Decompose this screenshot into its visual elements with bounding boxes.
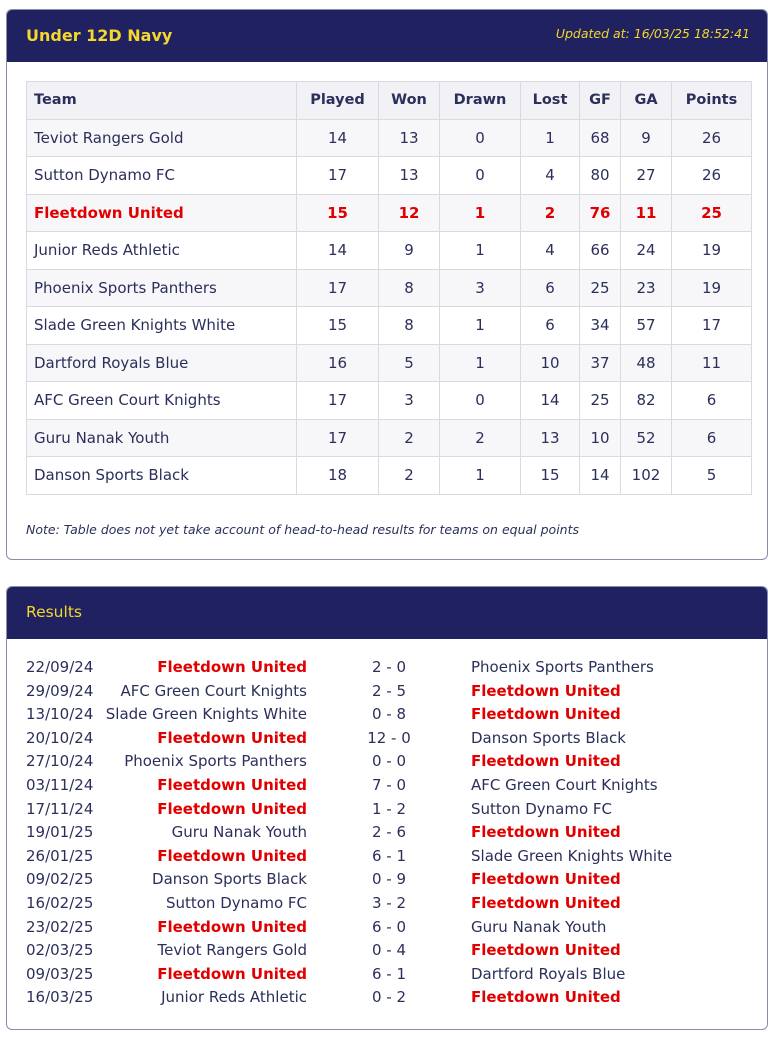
result-row <box>7 845 768 869</box>
cell-points: 6 <box>672 419 752 457</box>
result-row <box>7 750 768 774</box>
cell-ga: 52 <box>621 419 672 457</box>
cell-won: 8 <box>379 269 440 307</box>
result-score: 12 - 0 <box>367 728 411 747</box>
cell-won: 2 <box>379 419 440 457</box>
result-score: 6 - 1 <box>371 846 407 865</box>
result-home-team[interactable]: Slade Green Knights White <box>105 705 307 724</box>
cell-team[interactable]: AFC Green Court Knights <box>27 382 297 420</box>
cell-lost: 4 <box>521 232 580 270</box>
cell-team[interactable]: Dartford Royals Blue <box>27 344 297 382</box>
result-date: 03/11/24 <box>26 775 94 794</box>
result-away-team[interactable]: Dartford Royals Blue <box>471 964 626 983</box>
cell-drawn: 0 <box>440 157 521 195</box>
table-row <box>27 419 752 457</box>
cell-won: 8 <box>379 307 440 345</box>
cell-lost: 4 <box>521 157 580 195</box>
result-date: 22/09/24 <box>26 658 94 676</box>
cell-drawn: 1 <box>440 457 521 495</box>
table-row <box>27 119 752 157</box>
cell-played: 16 <box>297 344 379 382</box>
cell-ga: 57 <box>621 307 672 345</box>
cell-lost: 13 <box>521 419 580 457</box>
cell-ga: 23 <box>621 269 672 307</box>
cell-won: 13 <box>379 119 440 157</box>
table-note: Note: Table does not yet take account of head-to-head results for teams on equal points <box>26 522 579 537</box>
result-away-team[interactable]: Fleetdown United <box>471 893 621 912</box>
result-date: 27/10/24 <box>26 752 94 771</box>
result-home-team[interactable]: Danson Sports Black <box>152 870 307 889</box>
result-home-team[interactable]: Fleetdown United <box>157 964 307 983</box>
cell-points: 26 <box>672 119 752 157</box>
cell-ga: 102 <box>621 457 672 495</box>
cell-drawn: 2 <box>440 419 521 457</box>
result-score: 0 - 2 <box>371 988 407 1007</box>
table-row <box>27 157 752 195</box>
result-away-team[interactable]: Fleetdown United <box>471 752 621 771</box>
result-row <box>7 892 768 916</box>
cell-played: 15 <box>297 194 379 232</box>
results-list <box>7 656 768 1010</box>
cell-gf: 37 <box>580 344 621 382</box>
results-title: Results <box>26 603 82 621</box>
cell-lost: 10 <box>521 344 580 382</box>
cell-team[interactable]: Slade Green Knights White <box>27 307 297 345</box>
cell-points: 26 <box>672 157 752 195</box>
result-score: 2 - 0 <box>371 658 407 676</box>
cell-played: 17 <box>297 419 379 457</box>
cell-drawn: 1 <box>440 232 521 270</box>
result-away-team[interactable]: AFC Green Court Knights <box>471 775 658 794</box>
cell-drawn: 3 <box>440 269 521 307</box>
cell-gf: 25 <box>580 269 621 307</box>
cell-played: 17 <box>297 382 379 420</box>
cell-gf: 80 <box>580 157 621 195</box>
result-score: 6 - 1 <box>371 964 407 983</box>
cell-lost: 1 <box>521 119 580 157</box>
result-score: 0 - 8 <box>371 705 407 724</box>
cell-played: 18 <box>297 457 379 495</box>
cell-gf: 66 <box>580 232 621 270</box>
cell-team[interactable]: Sutton Dynamo FC <box>27 157 297 195</box>
cell-ga: 9 <box>621 119 672 157</box>
cell-gf: 68 <box>580 119 621 157</box>
result-row <box>7 680 768 704</box>
cell-won: 12 <box>379 194 440 232</box>
cell-team[interactable]: Teviot Rangers Gold <box>27 119 297 157</box>
table-row <box>27 344 752 382</box>
result-away-team[interactable]: Danson Sports Black <box>471 728 626 747</box>
cell-ga: 48 <box>621 344 672 382</box>
result-home-team[interactable]: Fleetdown United <box>157 917 307 936</box>
result-away-team[interactable]: Slade Green Knights White <box>471 846 673 865</box>
result-date: 16/03/25 <box>26 988 94 1007</box>
cell-points: 11 <box>672 344 752 382</box>
result-home-team[interactable]: Fleetdown United <box>157 728 307 747</box>
cell-won: 3 <box>379 382 440 420</box>
cell-won: 9 <box>379 232 440 270</box>
result-row <box>7 939 768 963</box>
result-away-team[interactable]: Fleetdown United <box>471 988 621 1007</box>
result-row <box>7 868 768 892</box>
cell-gf: 10 <box>580 419 621 457</box>
cell-points: 5 <box>672 457 752 495</box>
result-date: 09/02/25 <box>26 870 94 889</box>
cell-drawn: 1 <box>440 344 521 382</box>
result-row <box>7 798 768 822</box>
cell-drawn: 1 <box>440 307 521 345</box>
result-score: 7 - 0 <box>371 775 407 794</box>
cell-won: 5 <box>379 344 440 382</box>
cell-gf: 14 <box>580 457 621 495</box>
table-row <box>27 194 752 232</box>
result-score: 0 - 0 <box>371 752 407 771</box>
column-header-points[interactable]: Points <box>672 82 752 120</box>
cell-team[interactable]: Guru Nanak Youth <box>27 419 297 457</box>
result-score: 3 - 2 <box>371 893 407 912</box>
table-row <box>27 307 752 345</box>
column-header-gf[interactable]: GF <box>580 82 621 120</box>
result-date: 23/02/25 <box>26 917 94 936</box>
result-away-team[interactable]: Sutton Dynamo FC <box>471 799 613 818</box>
cell-team[interactable]: Fleetdown United <box>27 194 297 232</box>
result-score: 6 - 0 <box>371 917 407 936</box>
result-home-team[interactable]: Phoenix Sports Panthers <box>124 752 307 771</box>
cell-ga: 27 <box>621 157 672 195</box>
cell-points: 6 <box>672 382 752 420</box>
result-date: 13/10/24 <box>26 705 94 724</box>
result-row <box>7 656 768 680</box>
cell-lost: 14 <box>521 382 580 420</box>
cell-points: 19 <box>672 232 752 270</box>
result-date: 02/03/25 <box>26 941 94 960</box>
table-row <box>27 457 752 495</box>
cell-gf: 25 <box>580 382 621 420</box>
cell-gf: 34 <box>580 307 621 345</box>
cell-points: 19 <box>672 269 752 307</box>
cell-drawn: 0 <box>440 119 521 157</box>
result-away-team[interactable]: Fleetdown United <box>471 705 621 724</box>
result-date: 17/11/24 <box>26 799 94 818</box>
table-row <box>27 382 752 420</box>
cell-played: 14 <box>297 232 379 270</box>
result-score: 2 - 6 <box>371 823 407 842</box>
result-row <box>7 727 768 751</box>
cell-lost: 6 <box>521 307 580 345</box>
cell-lost: 2 <box>521 194 580 232</box>
column-header-lost[interactable]: Lost <box>521 82 580 120</box>
cell-drawn: 1 <box>440 194 521 232</box>
result-away-team[interactable]: Phoenix Sports Panthers <box>471 658 654 676</box>
result-away-team[interactable]: Guru Nanak Youth <box>471 917 607 936</box>
result-home-team[interactable]: Fleetdown United <box>157 846 307 865</box>
results-header <box>7 587 767 639</box>
result-home-team[interactable]: Guru Nanak Youth <box>171 823 307 842</box>
result-row <box>7 986 768 1010</box>
result-score: 0 - 9 <box>371 870 407 889</box>
cell-played: 17 <box>297 157 379 195</box>
cell-points: 17 <box>672 307 752 345</box>
result-away-team[interactable]: Fleetdown United <box>471 823 621 842</box>
result-away-team[interactable]: Fleetdown United <box>471 870 621 889</box>
column-header-won[interactable]: Won <box>379 82 440 120</box>
cell-points: 25 <box>672 194 752 232</box>
result-score: 1 - 2 <box>371 799 407 818</box>
result-away-team[interactable]: Fleetdown United <box>471 681 621 700</box>
result-score: 2 - 5 <box>371 681 407 700</box>
result-row <box>7 703 768 727</box>
cell-team[interactable]: Junior Reds Athletic <box>27 232 297 270</box>
result-date: 09/03/25 <box>26 964 94 983</box>
column-header-ga[interactable]: GA <box>621 82 672 120</box>
cell-played: 14 <box>297 119 379 157</box>
cell-played: 15 <box>297 307 379 345</box>
result-date: 16/02/25 <box>26 893 94 912</box>
result-date: 29/09/24 <box>26 681 94 700</box>
result-home-team[interactable]: Fleetdown United <box>157 799 307 818</box>
column-header-played[interactable]: Played <box>297 82 379 120</box>
result-row <box>7 916 768 940</box>
result-date: 26/01/25 <box>26 846 94 865</box>
cell-drawn: 0 <box>440 382 521 420</box>
league-table-body <box>27 119 752 494</box>
cell-lost: 6 <box>521 269 580 307</box>
table-row <box>27 232 752 270</box>
result-home-team[interactable]: Sutton Dynamo FC <box>165 893 307 912</box>
cell-team[interactable]: Phoenix Sports Panthers <box>27 269 297 307</box>
cell-ga: 82 <box>621 382 672 420</box>
league-header <box>7 10 767 62</box>
league-table <box>26 81 752 495</box>
cell-team[interactable]: Danson Sports Black <box>27 457 297 495</box>
cell-won: 13 <box>379 157 440 195</box>
cell-ga: 11 <box>621 194 672 232</box>
result-home-team[interactable]: Fleetdown United <box>157 658 307 676</box>
result-home-team[interactable]: Fleetdown United <box>157 775 307 794</box>
league-title: Under 12D Navy <box>26 26 173 45</box>
result-away-team[interactable]: Fleetdown United <box>471 941 621 960</box>
cell-ga: 24 <box>621 232 672 270</box>
results-panel <box>6 586 768 1030</box>
table-row <box>27 269 752 307</box>
result-home-team[interactable]: Teviot Rangers Gold <box>157 941 307 960</box>
result-score: 0 - 4 <box>371 941 407 960</box>
result-row <box>7 821 768 845</box>
cell-won: 2 <box>379 457 440 495</box>
result-home-team[interactable]: Junior Reds Athletic <box>161 988 307 1007</box>
column-header-team[interactable]: Team <box>27 82 297 120</box>
result-date: 20/10/24 <box>26 728 94 747</box>
result-date: 19/01/25 <box>26 823 94 842</box>
cell-lost: 15 <box>521 457 580 495</box>
league-table-panel <box>6 9 768 560</box>
result-home-team[interactable]: AFC Green Court Knights <box>120 681 307 700</box>
column-header-drawn[interactable]: Drawn <box>440 82 521 120</box>
table-header-row <box>27 82 752 120</box>
cell-gf: 76 <box>580 194 621 232</box>
updated-timestamp: Updated at: 16/03/25 18:52:41 <box>555 26 750 41</box>
result-row <box>7 774 768 798</box>
result-row <box>7 963 768 987</box>
cell-played: 17 <box>297 269 379 307</box>
